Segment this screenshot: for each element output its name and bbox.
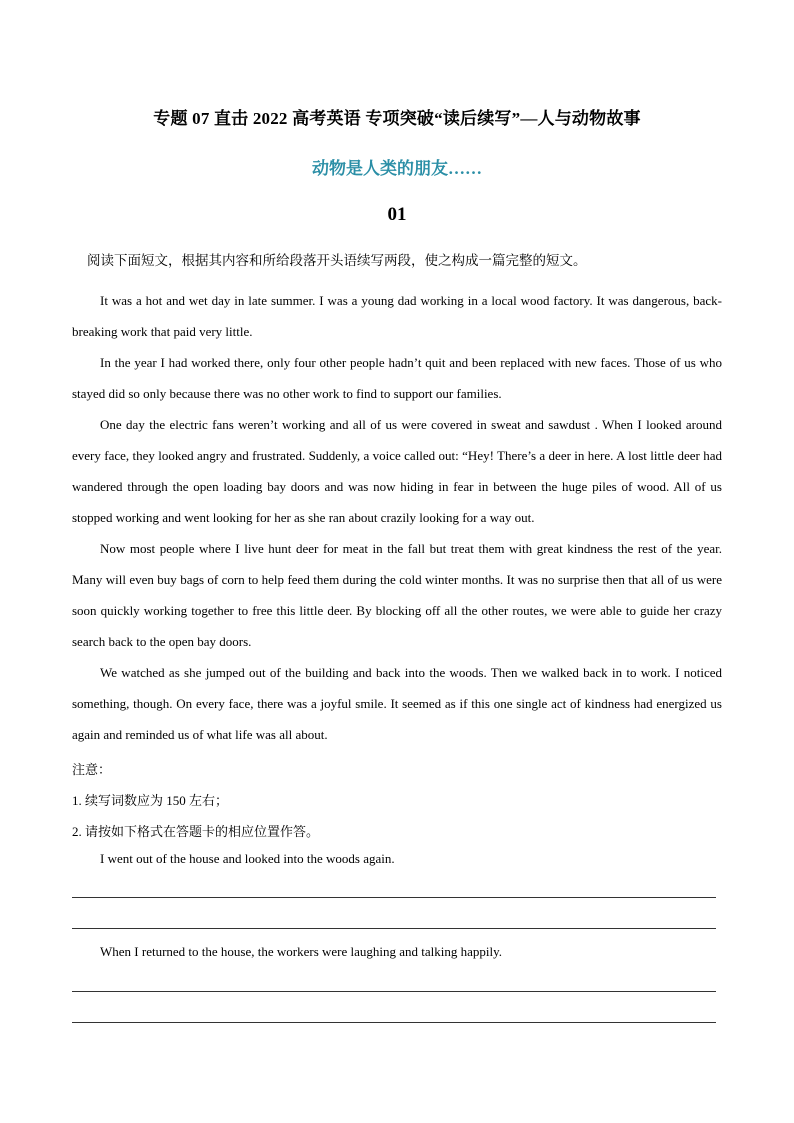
notes-heading: 注意： — [72, 762, 112, 777]
paragraph-start-2: When I returned to the house, the workers were laughing and talking happily. — [100, 944, 503, 959]
passage-paragraph-5: We watched as she jumped out of the building and back into the woods. Then we walked back in to work. I noticed something, though. On every face, there was a joyful smile. It seemed as if this one single act of kindness had energized us again and reminded us of what life was all about. — [72, 665, 722, 742]
passage-paragraph-1: It was a hot and wet day in late summer. I was a young dad working in a local wood factory. It was dangerous, back-breaking work that paid very little. — [72, 293, 722, 339]
passage-paragraph-3: One day the electric fans weren’t working and all of us were covered in sweat and sawdust . When I looked around every face, they looked angry and frustrated. Suddenly, a voice called out: “Hey! There’s a deer in here. A lost little deer had wandered through the open loading bay doors and was now hiding in fear in between the huge piles of wood. All of us stopped working and went looking for her as she ran about crazily looking for a way out. — [72, 417, 722, 525]
reading-passage — [72, 285, 722, 750]
note-item-2: 2. 请按如下格式在答题卡的相应位置作答。 — [72, 824, 320, 839]
document-subtitle: 动物是人类的朋友…… — [312, 159, 482, 178]
passage-paragraph-2: In the year I had worked there, only four other people hadn’t quit and been replaced with new faces. Those of us who stayed did so only because there was no other work to find to support our families. — [72, 355, 722, 401]
paragraph-start-1: I went out of the house and looked into the woods again. — [100, 851, 395, 866]
answer-line[interactable] — [72, 1022, 716, 1023]
notes-section — [72, 754, 722, 847]
answer-line[interactable] — [72, 991, 716, 992]
section-number: 01 — [387, 204, 407, 225]
passage-paragraph-4: Now most people where I live hunt deer for meat in the fall but treat them with great kindness the rest of the year. Many will even buy bags of corn to help feed them during the cold winter months. It was no surprise then that all of us were soon quickly working together to free this little deer. By blocking off all the other routes, we were able to guide her crazy search back to the open bay doors. — [72, 541, 722, 649]
instruction-text: 阅读下面短文，根据其内容和所给段落开头语续写两段，使之构成一篇完整的短文。 — [87, 253, 587, 268]
document-title: 专题 07 直击 2022 高考英语 专项突破“读后续写”—人与动物故事 — [153, 109, 641, 128]
answer-line[interactable] — [72, 928, 716, 929]
answer-line[interactable] — [72, 897, 716, 898]
note-item-1: 1. 续写词数应为 150 左右； — [72, 793, 229, 808]
